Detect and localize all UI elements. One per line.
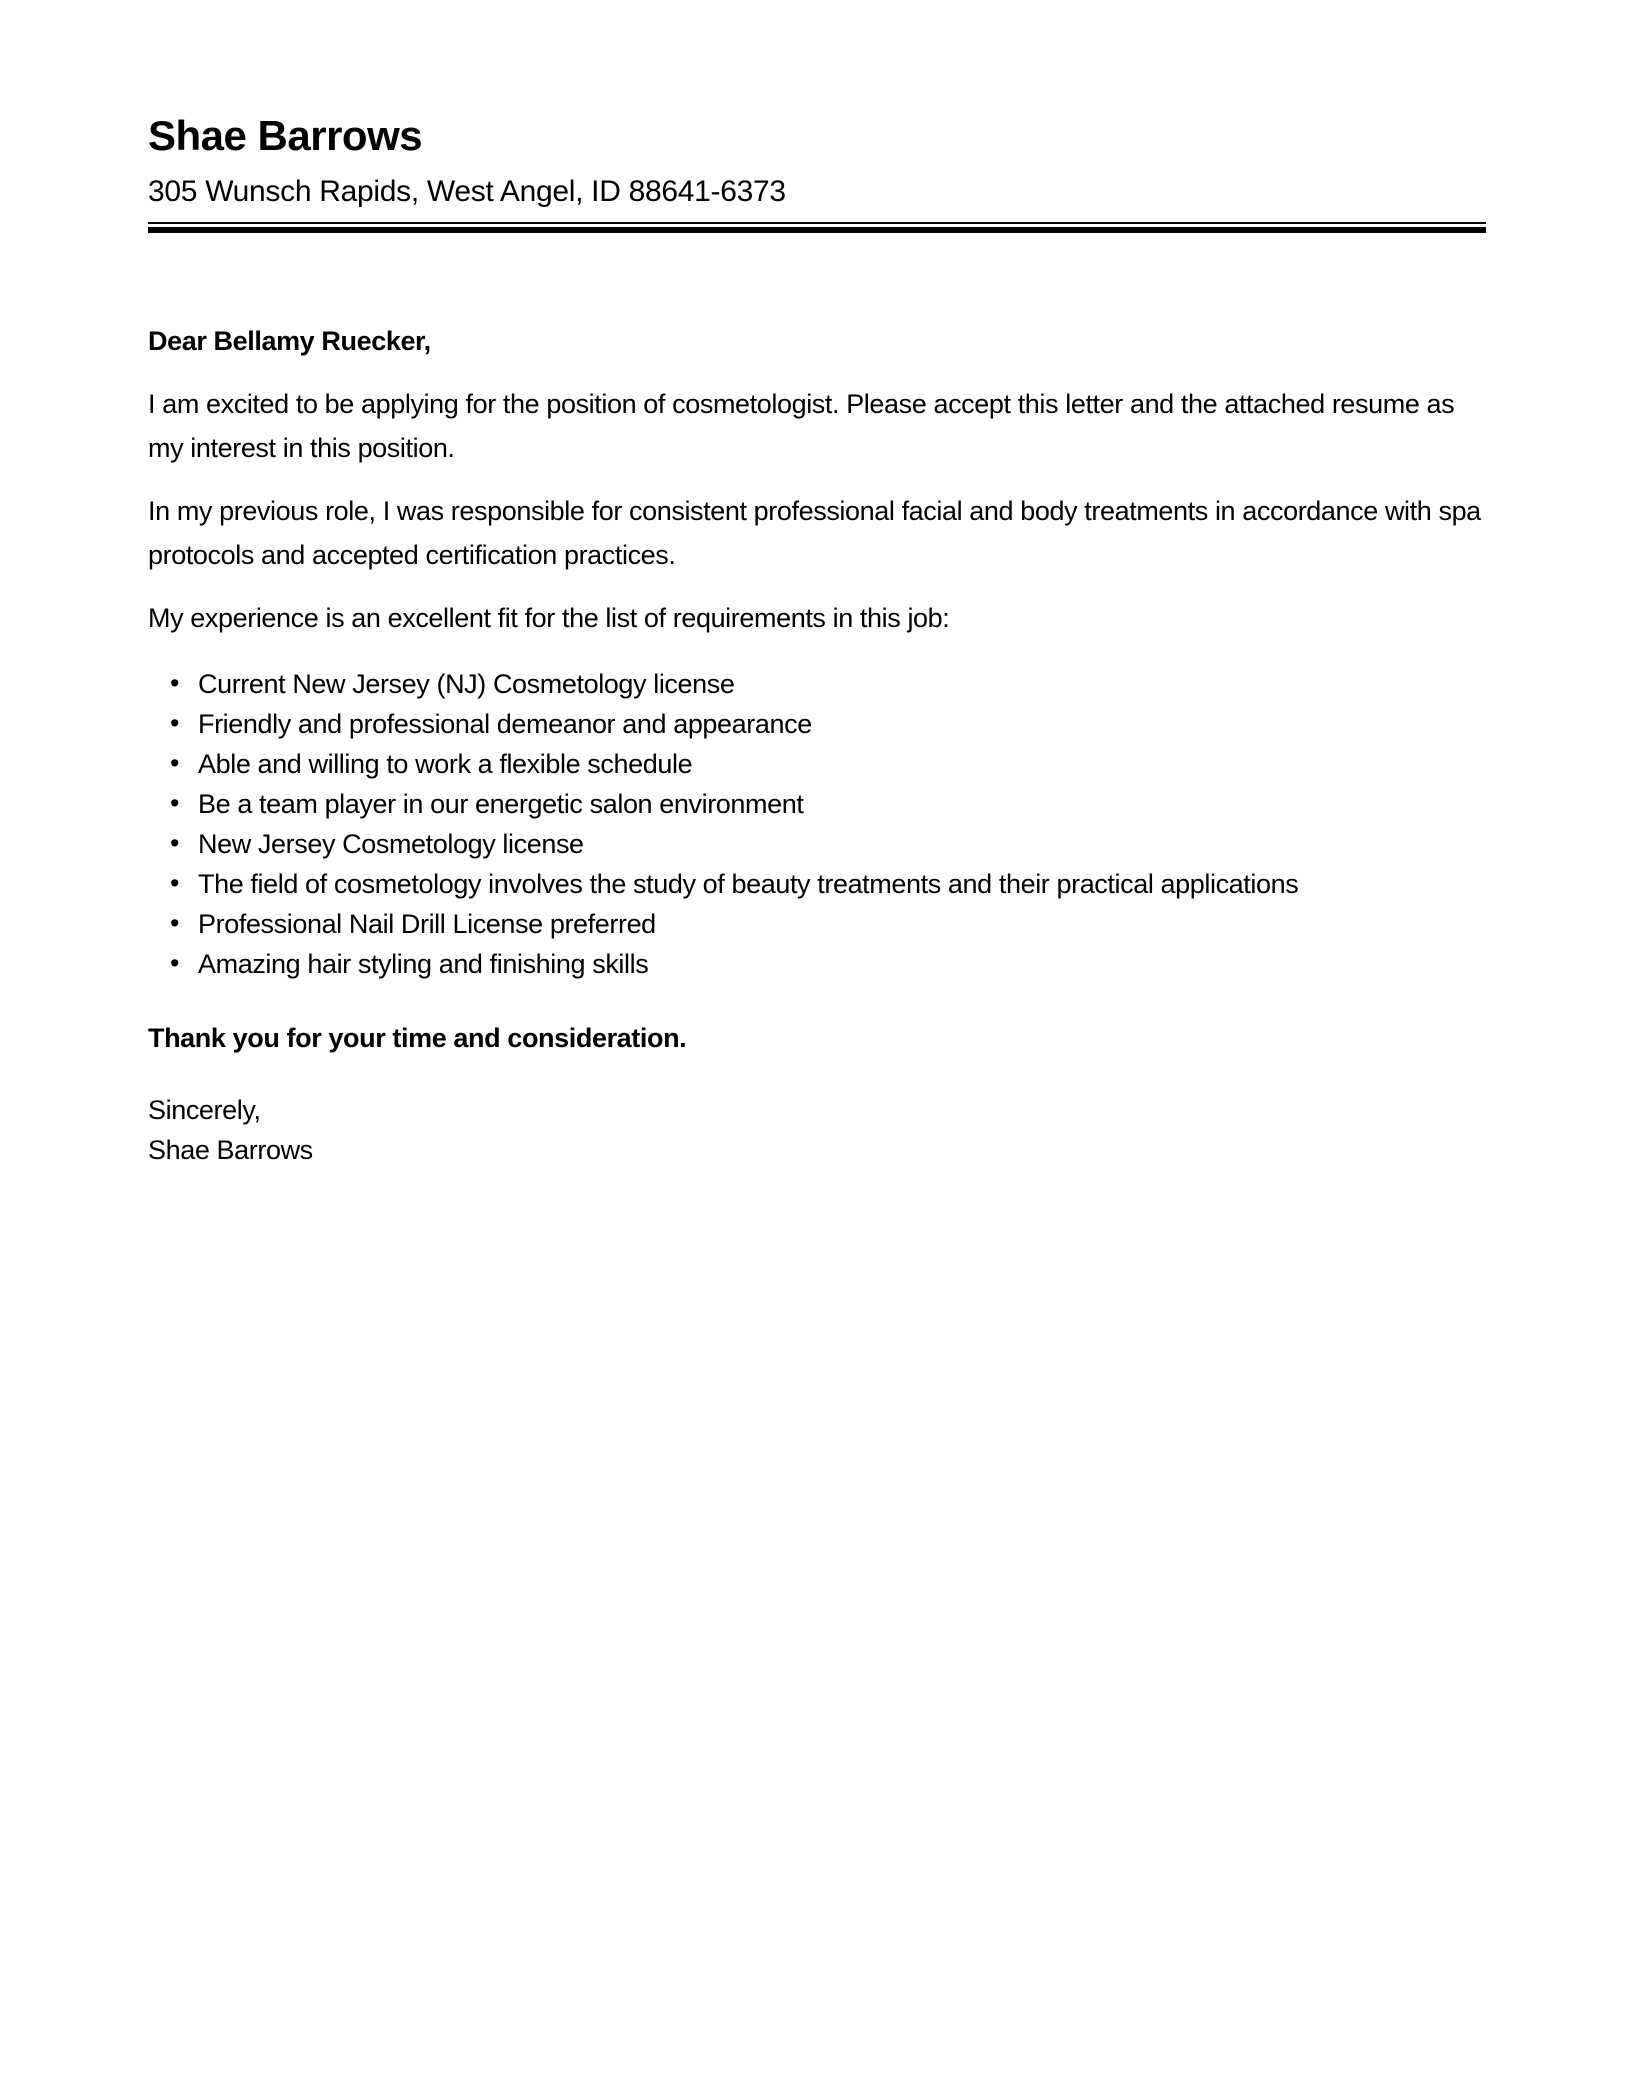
sign-off: Sincerely, (148, 1095, 261, 1125)
body-paragraph: My experience is an excellent fit for the list of requirements in this job: (148, 603, 950, 633)
body-paragraphs (148, 382, 1486, 640)
signature-name: Shae Barrows (148, 1135, 313, 1165)
closing-thanks: Thank you for your time and consideration. (148, 1023, 687, 1053)
sender-name: Shae Barrows (148, 112, 423, 159)
requirement-item: • Friendly and professional demeanor and appearance (198, 704, 1486, 744)
requirement-item: • Professional Nail Drill License preferred (198, 904, 1486, 944)
header-divider (148, 222, 1486, 233)
letter-header (148, 112, 1486, 233)
closing-block (148, 1090, 1486, 1170)
requirements-list (148, 664, 1486, 984)
requirement-item: • New Jersey Cosmetology license (198, 824, 1486, 864)
salutation: Dear Bellamy Ruecker, (148, 326, 431, 356)
requirement-item: • Able and willing to work a flexible schedule (198, 744, 1486, 784)
sender-address: 305 Wunsch Rapids, West Angel, ID 88641-6373 (148, 175, 786, 208)
requirement-item: • Current New Jersey (NJ) Cosmetology license (198, 664, 1486, 704)
body-paragraph: I am excited to be applying for the position of cosmetologist. Please accept this letter and the attached resume as my interest in this position. (148, 389, 1455, 463)
header-divider-thick-line (148, 227, 1486, 233)
body-paragraph: In my previous role, I was responsible for consistent professional facial and body treatments in accordance with spa protocols and accepted certification practices. (148, 496, 1481, 570)
letter-body (148, 319, 1486, 1170)
requirement-item: • The field of cosmetology involves the study of beauty treatments and their practical applications (198, 864, 1486, 904)
requirement-item: • Be a team player in our energetic salon environment (198, 784, 1486, 824)
requirement-item: • Amazing hair styling and finishing skills (198, 944, 1486, 984)
